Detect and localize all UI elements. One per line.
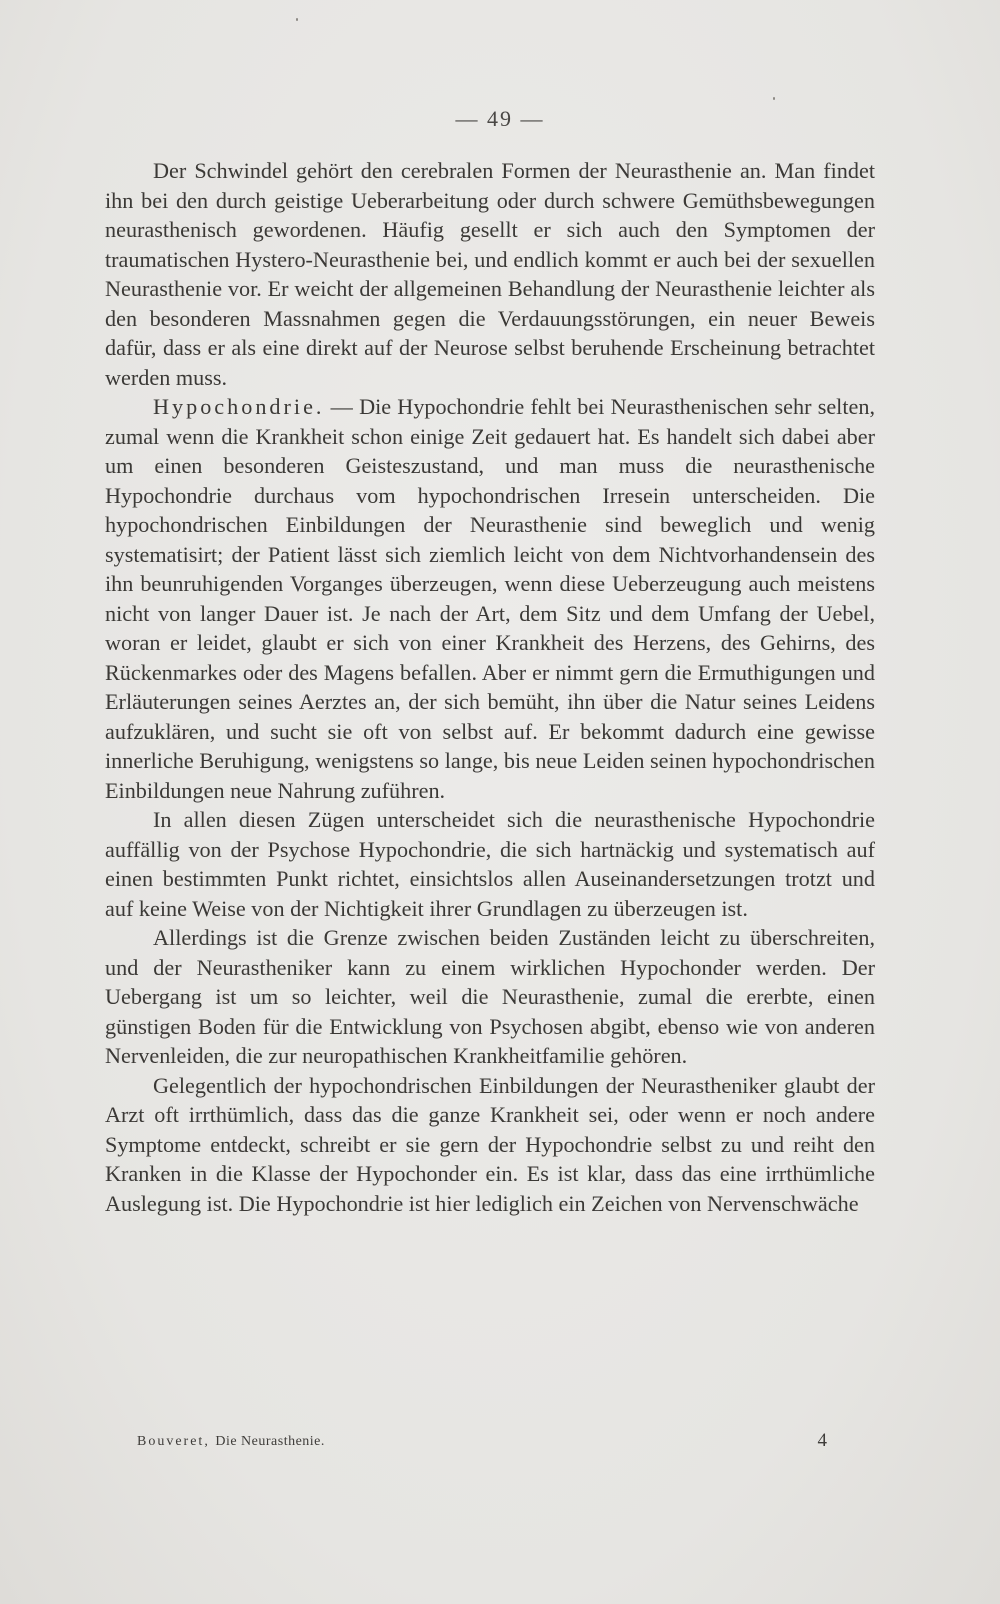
paragraph: Allerdings ist die Grenze zwischen beiden Zuständen leicht zu überschreiten, und der Neurastheniker kann zu einem wirklichen Hypochonder werden. Der Uebergang ist um so leichter, weil die Neurasthenie, zumal die ererbte, einen günstigen Boden für die Entwicklung von Psychosen abgibt, ebenso wie von anderen Nervenleiden, die zur neuropathischen Krankheitfamilie gehören. [105, 925, 875, 1068]
signature-mark: 4 [817, 1430, 827, 1451]
paragraph-text: — Die Hypochondrie fehlt bei Neurasthenischen sehr selten, zumal wenn die Krankheit schon einige Zeit gedauert hat. Es handelt sich dabei aber um einen besonderen Geisteszustand, und man muss die neurasthenische Hypochondrie durchaus vom hypochondrischen Irresein unterscheiden. Die hypochondrischen Einbildungen der Neurasthenie sind beweglich und wenig systematisirt; der Patient lässt sich ziemlich leicht von dem Nichtvorhandensein des ihn beunruhigenden Vorganges überzeugen, wenn diese Ueberzeugung auch meistens nicht von langer Dauer ist. Je nach der Art, dem Sitz und dem Umfang der Uebel, woran er leidet, glaubt er sich von einer Krankheit des Herzens, des Gehirns, des Rückenmarkes oder des Magens befallen. Aber er nimmt gern die Ermuthigungen und Erläuterungen seines Aerztes an, der sich bemüht, ihn über die Natur seines Leidens aufzuklären, und sucht sie oft von selbst auf. Er bekommt dadurch eine gewisse innerliche Beruhigung, wenigstens so lange, bis neue Leiden seinen hypochondrischen Einbildungen neue Nahrung zuführen. [105, 394, 875, 803]
page-number: — 49 — [455, 106, 545, 131]
footer-author-name: Bouveret, [137, 1434, 210, 1449]
page-footer [137, 1430, 827, 1454]
body-text [105, 156, 875, 1218]
paragraph: In allen diesen Zügen unterscheidet sich die neurasthenische Hypochondrie auffällig von der Psychose Hypochondrie, die sich hartnäckig und systematisch auf einen bestimmten Punkt richtet, einsichtslos allen Auseinandersetzungen trotzt und auf keine Weise von der Nichtigkeit ihrer Grundlagen zu überzeugen ist. [105, 807, 875, 921]
paper-speck [773, 97, 775, 100]
footer-author [137, 1434, 325, 1450]
paragraph: Der Schwindel gehört den cerebralen Formen der Neurasthenie an. Man findet ihn bei den durch geistige Ueberarbeitung oder durch schwere Gemüthsbewegungen neurasthenisch gewordenen. Häufig gesellt er sich auch den Symptomen der traumatischen Hystero-Neurasthenie bei, und endlich kommt er auch bei der sexuellen Neurasthenie vor. Er weicht der allgemeinen Behandlung der Neurasthenie leichter als den besonderen Massnahmen gegen die Verdauungsstörungen, ein neuer Beweis dafür, dass er als eine direkt auf der Neurose selbst beruhende Erscheinung betrachtet werden muss. [105, 158, 875, 390]
footer-book-title: Die Neurasthenie. [215, 1434, 325, 1449]
paper-speck [296, 18, 298, 21]
paragraph [105, 392, 875, 805]
paragraph: Gelegentlich der hypochondrischen Einbildungen der Neurastheniker glaubt der Arzt oft irrthümlich, dass das die ganze Krankheit sei, oder wenn er noch andere Symptome entdeckt, schreibt er sie gern der Hypochondrie selbst zu und reiht den Kranken in die Klasse der Hypochonder ein. Es ist klar, dass das eine irrthümliche Auslegung ist. Die Hypochondrie ist hier lediglich ein Zeichen von Nervenschwäche [105, 1072, 875, 1216]
section-heading: Hypochondrie. [153, 394, 325, 419]
